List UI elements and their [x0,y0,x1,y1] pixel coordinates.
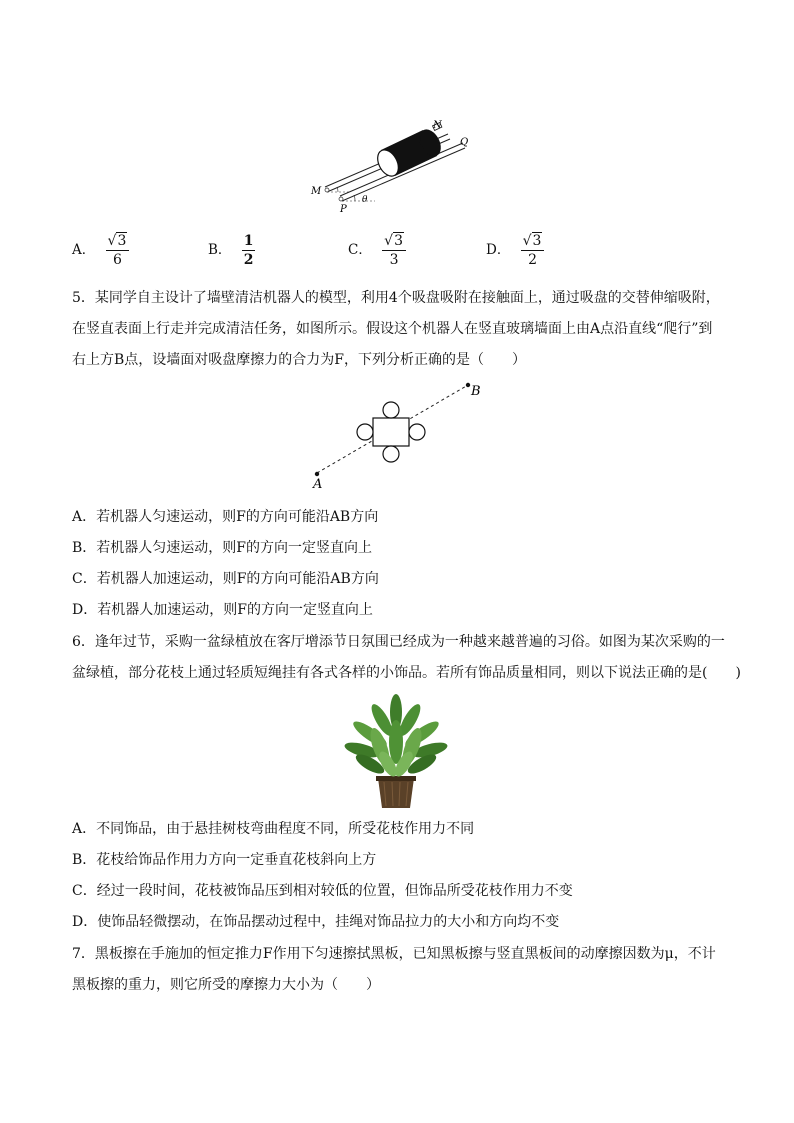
q6-option-a: A．不同饰品，由于悬挂树枝弯曲程度不同，所受花枝作用力不同 [72,821,475,837]
label-a: A [313,477,323,492]
q5-stem-line-1: 5．某同学自主设计了墙壁清洁机器人的模型，利用4个吸盘吸附在接触面上，通过吸盘的交替伸缩吸附， [72,290,720,306]
q7-stem-line-2: 黑板擦的重力，则它所受的摩擦力大小为（ ） [72,977,380,993]
q4-option-c-fraction: $\frac{√3}{3}$ [382,232,406,269]
q4-option-b-fraction: $\frac{1}{2}$ [243,233,254,268]
suction-cup-right [409,424,425,440]
q6-stem-line-2: 盆绿植，部分花枝上通过轻质短绳挂有各式各样的小饰品。若所有饰品质量相同，则以下说法正确的是( ) [72,665,741,681]
q6-option-d: D．使饰品轻微摆动，在饰品摆动过程中，挂绳对饰品拉力的大小和方向均不变 [72,914,560,930]
q5-option-d: D．若机器人加速运动，则F的方向一定竖直向上 [72,602,373,618]
q4-option-a-fraction: $\frac{√3}{6}$ [106,232,130,269]
plant-leaves [343,694,449,779]
q5-figure [305,378,495,493]
label-n: N [433,120,442,131]
q5-option-b: B．若机器人匀速运动，则F的方向一定竖直向上 [72,540,373,556]
label-q: Q [460,137,469,148]
q5-option-c: C．若机器人加速运动，则F的方向可能沿AB方向 [72,571,379,587]
q4-figure [305,112,480,217]
q4-option-b: B． $\frac{1}{2}$ [208,233,254,268]
q4-option-d-fraction: $\frac{√3}{2}$ [521,232,545,269]
plant-pot [378,778,414,808]
potted-plant-image [340,692,452,812]
q6-option-c: C．经过一段时间，花枝被饰品压到相对较低的位置，但饰品所受花枝作用力不变 [72,883,573,899]
q5-stem-line-3: 右上方B点，设墙面对吸盘摩擦力的合力为F，下列分析正确的是（ ） [72,352,527,368]
q7-stem-line-1: 7．黑板擦在手施加的恒定推力F作用下匀速擦拭黑板，已知黑板擦与竖直黑板间的动摩擦因数为μ，不计 [72,946,716,962]
q6-option-b: B．花枝给饰品作用力方向一定垂直花枝斜向上方 [72,852,377,868]
q5-option-a: A．若机器人匀速运动，则F的方向可能沿AB方向 [72,509,379,525]
q5-robot-diagram [305,378,495,493]
label-m: M [311,186,322,197]
suction-cup-bottom [383,446,399,462]
label-theta: θ [362,195,368,205]
q4-rail-diagram [305,112,480,217]
suction-cup-left [357,424,373,440]
q4-option-c: C． $\frac{√3}{3}$ [348,232,406,269]
q6-stem-line-1: 6．逢年过节，采购一盆绿植放在客厅增添节日氛围已经成为一种越来越普遍的习俗。如图为某次采购的一 [72,634,725,650]
point-a [315,472,319,476]
q4-option-d: D． $\frac{√3}{2}$ [486,232,544,269]
q4-option-a: A． $\frac{√3}{6}$ [72,232,129,269]
q5-stem-line-2: 在竖直表面上行走并完成清洁任务，如图所示。假设这个机器人在竖直玻璃墙面上由A点沿直线“爬行”到 [72,321,713,337]
robot-body [373,418,409,446]
point-b [466,383,470,387]
suction-cup-top [383,402,399,418]
label-b: B [471,384,481,399]
q6-plant-figure [340,692,452,812]
label-p: P [340,204,347,215]
